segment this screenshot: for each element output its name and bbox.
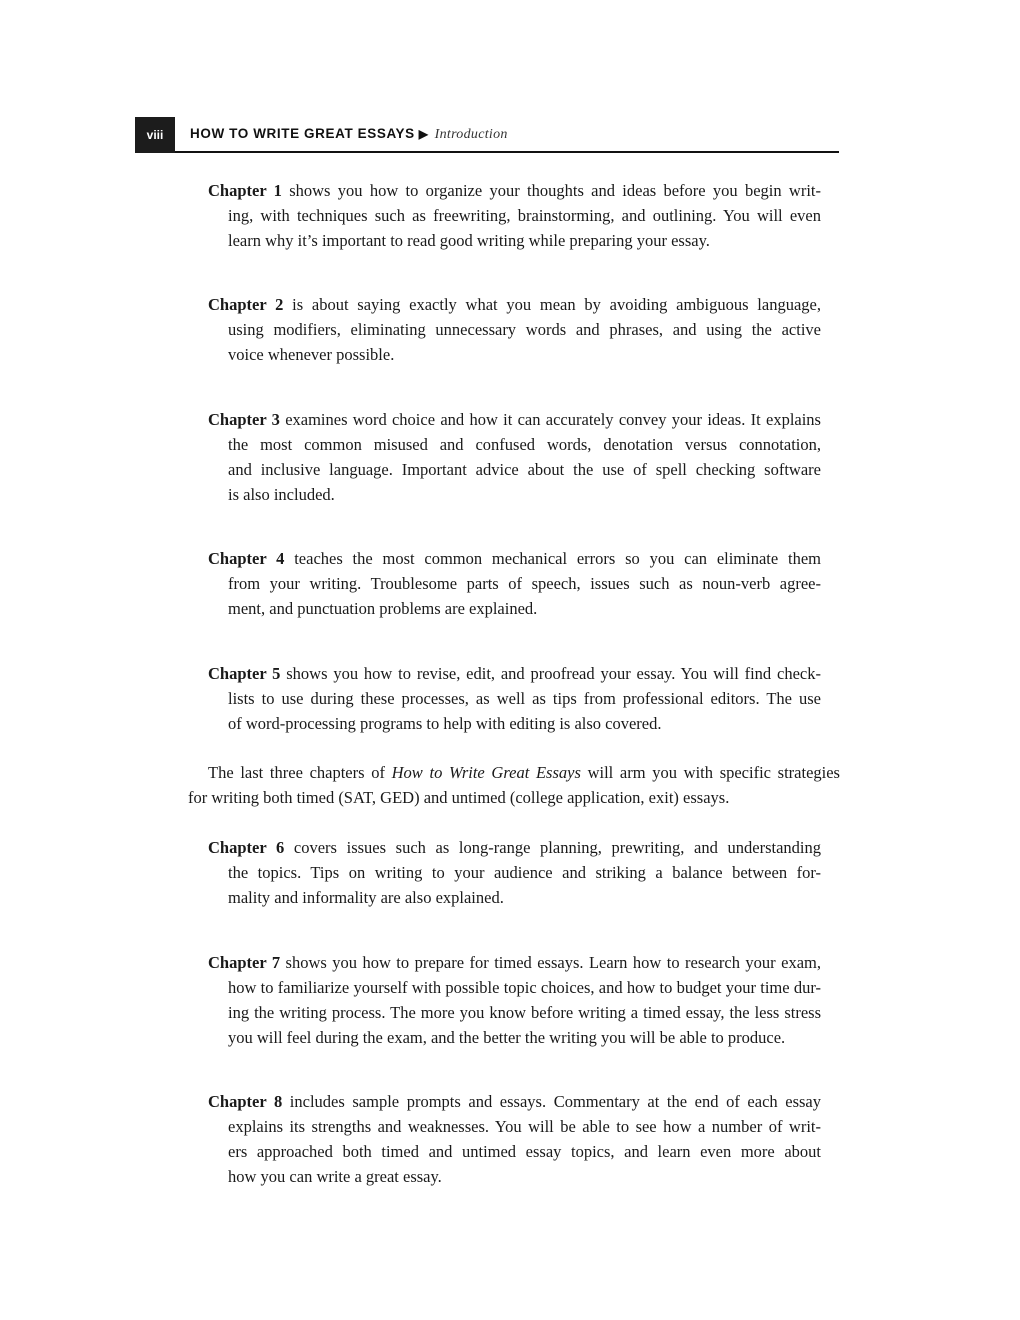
text-line: [208, 1089, 821, 1114]
text-line: for writing both timed (SAT, GED) and untimed (college application, exit) essays.: [188, 788, 730, 807]
text-line: [208, 546, 821, 571]
text-line: how you can write a great essay.: [228, 1167, 442, 1186]
text-segment: includes sample prompts and essays. Commentary at the end of each essay: [282, 1092, 821, 1111]
chapter-paragraph: [208, 1089, 821, 1189]
text-line: you will feel during the exam, and the better the writing you will be able to produce.: [228, 1028, 786, 1047]
book-title-italic: How to Write Great Essays: [391, 763, 581, 782]
text-line: explains its strengths and weaknesses. You will be able to see how a number of writ-: [228, 1117, 821, 1136]
text-line: ers approached both timed and untimed essay topics, and learn even more about: [228, 1142, 821, 1161]
chapter-paragraph: [208, 546, 821, 621]
chapter-paragraph: [208, 950, 821, 1050]
text-line: from your writing. Troublesome parts of speech, issues such as noun-verb agree-: [228, 574, 821, 593]
text-segment: teaches the most common mechanical errors so you can eliminate them: [284, 549, 821, 568]
chapter-paragraph: [208, 407, 821, 507]
text-line: ment, and punctuation problems are explained.: [228, 599, 538, 618]
text-line: [208, 292, 821, 317]
page-number: viii: [135, 117, 175, 153]
chapter-label: Chapter 4: [208, 549, 285, 568]
text-segment: examines word choice and how it can accurately convey your ideas. It explains: [279, 410, 821, 429]
text-segment: is about saying exactly what you mean by avoiding ambiguous language,: [283, 295, 821, 314]
text-line: [208, 950, 821, 975]
chapter-paragraph: [208, 292, 821, 367]
text-line: lists to use during these processes, as well as tips from professional editors. The use: [228, 689, 821, 708]
text-segment: covers issues such as long-range planning, prewriting, and understanding: [284, 838, 821, 857]
section-title: Introduction: [434, 127, 508, 142]
chapter-label: Chapter 8: [208, 1092, 283, 1111]
text-line: ing the writing process. The more you know before writing a timed essay, the less stress: [228, 1003, 821, 1022]
text-line: [208, 760, 840, 785]
chapter-label: Chapter 3: [208, 410, 280, 429]
running-header: [190, 126, 508, 143]
chapter-paragraph: [208, 661, 821, 736]
header-rule: [175, 151, 839, 153]
chapter-paragraph: [208, 835, 821, 910]
text-line: [208, 178, 821, 203]
text-line: using modifiers, eliminating unnecessary words and phrases, and using the active: [228, 320, 821, 339]
text-line: the topics. Tips on writing to your audience and striking a balance between for-: [228, 863, 821, 882]
text-line: how to familiarize yourself with possible topic choices, and how to budget your time dur-: [228, 978, 821, 997]
text-line: the most common misused and confused words, denotation versus connotation,: [228, 435, 821, 454]
text-line: [208, 835, 821, 860]
chapter-paragraph: [208, 178, 821, 253]
book-title: HOW TO WRITE GREAT ESSAYS: [190, 126, 415, 141]
body-paragraph: [188, 760, 840, 810]
chapter-label: Chapter 1: [208, 181, 282, 200]
text-segment: The last three chapters of: [208, 763, 392, 782]
text-line: learn why it’s important to read good writing while preparing your essay.: [228, 231, 710, 250]
text-line: is also included.: [228, 485, 335, 504]
text-line: and inclusive language. Important advice about the use of spell checking software: [228, 460, 821, 479]
text-segment: shows you how to organize your thoughts and ideas before you begin writ-: [281, 181, 821, 200]
text-segment: shows you how to revise, edit, and proofread your essay. You will find check-: [280, 664, 821, 683]
text-line: ing, with techniques such as freewriting, brainstorming, and outlining. You will even: [228, 206, 821, 225]
right-triangle-icon: ▶: [418, 127, 429, 141]
text-segment: shows you how to prepare for timed essays. Learn how to research your exam,: [280, 953, 821, 972]
text-line: voice whenever possible.: [228, 345, 395, 364]
text-line: mality and informality are also explained.: [228, 888, 504, 907]
chapter-label: Chapter 2: [208, 295, 284, 314]
text-line: [208, 407, 821, 432]
text-line: [208, 661, 821, 686]
chapter-label: Chapter 7: [208, 953, 281, 972]
chapter-label: Chapter 6: [208, 838, 285, 857]
text-line: of word-processing programs to help with editing is also covered.: [228, 714, 662, 733]
text-segment: will arm you with specific strategies: [580, 763, 840, 782]
chapter-label: Chapter 5: [208, 664, 281, 683]
